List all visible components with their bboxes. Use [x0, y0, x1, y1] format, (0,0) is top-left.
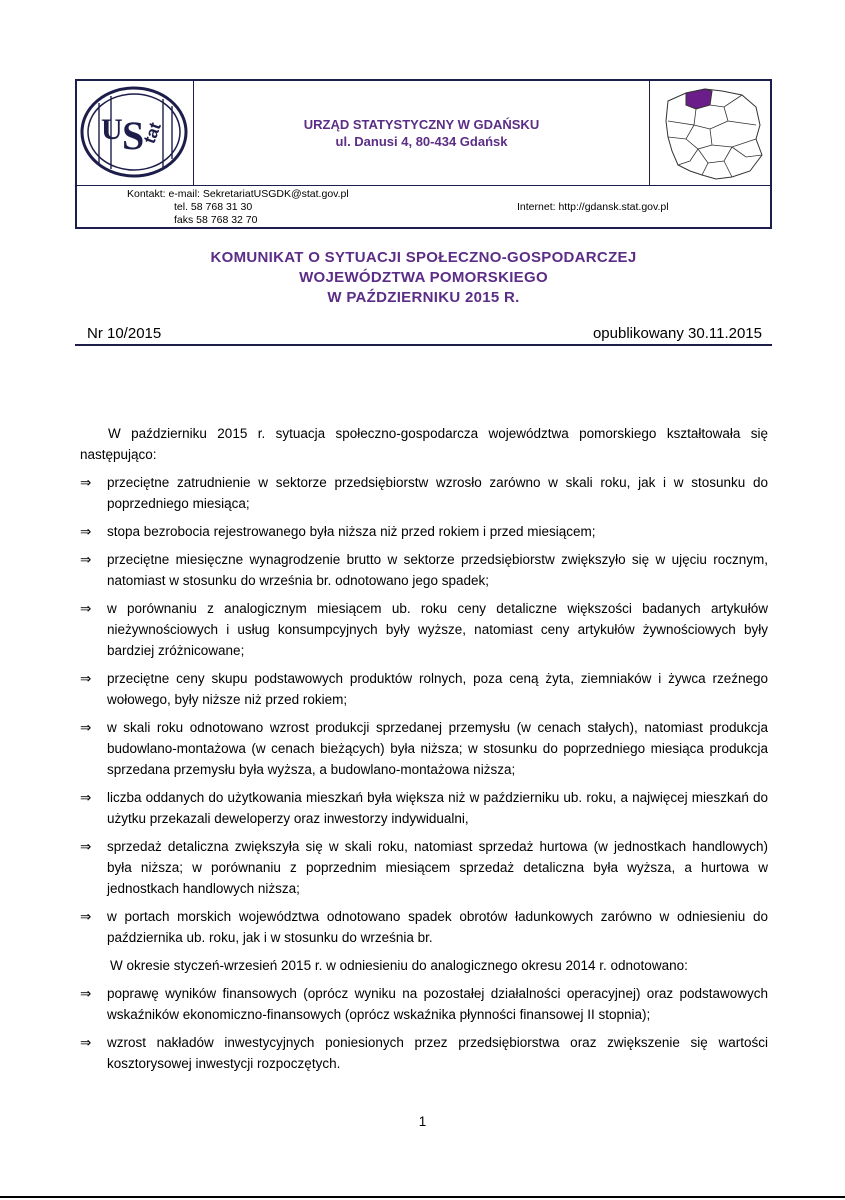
- arrow-icon: ⇒: [80, 839, 92, 854]
- title-line-1: KOMUNIKAT O SYTUACJI SPOŁECZNO-GOSPODARCZEJ: [210, 249, 637, 266]
- list-item-text: sprzedaż detaliczna zwiększyła się w skali roku, natomiast sprzedaż hurtowa (w jednostkach handlowych) była niższa; w porównaniu z poprzednim miesiącem sprzedaż detaliczna była wyższa, a hurtowa w jednostkach handlowych niższa;: [107, 839, 768, 896]
- list-item: [80, 983, 768, 1025]
- issue-number: Nr 10/2015: [87, 325, 162, 342]
- logo-text-s: S: [122, 113, 145, 158]
- arrow-icon: ⇒: [80, 790, 92, 805]
- meta-row: [75, 324, 772, 346]
- pomorskie-region: [686, 89, 712, 109]
- arrow-icon: ⇒: [80, 552, 92, 567]
- second-intro-paragraph: W okresie styczeń-wrzesień 2015 r. w odniesieniu do analogicznego okresu 2014 r. odnotowano:: [110, 958, 688, 973]
- document-title: [75, 248, 772, 308]
- list-item-text: w porównaniu z analogicznym miesiącem ub. roku ceny detaliczne większości badanych artykułów nieżywnościowych i usług konsumpcyjnych były wyższe, natomiast ceny artykułów żywnościowych były bardziej zróżnicowane;: [107, 601, 768, 658]
- publication-date: opublikowany 30.11.2015: [592, 325, 762, 342]
- contact-fax: faks 58 768 32 70: [174, 214, 258, 226]
- list-item-text: w skali roku odnotowano wzrost produkcji sprzedanej przemysłu (w cenach stałych), natomiast produkcja budowlano-montażowa (w cenach bieżących) była niższa; w stosunku do poprzedniego miesiąca produkcja sprzedana przemysłu była wyższa, a budowlano-montażowa niższa;: [107, 720, 768, 777]
- page-bottom-rule: [0, 1196, 845, 1198]
- list-item-text: wzrost nakładów inwestycyjnych poniesionych przez przedsiębiorstwa oraz zwiększenie się wartości kosztorysowej inwestycji rozpoczętych.: [107, 1035, 768, 1071]
- list-item: [80, 836, 768, 899]
- list-item: [80, 717, 768, 780]
- list-item: [80, 906, 768, 948]
- office-title: [194, 81, 649, 185]
- list-item: [80, 472, 768, 514]
- poland-map: [649, 81, 770, 185]
- list-item-text: poprawę wyników finansowych (oprócz wyniku na pozostałej działalności operacyjnej) oraz podstawowych wskaźników ekonomiczno-finansowych (oprócz wskaźnika płynności finansowej II stopnia);: [107, 986, 768, 1022]
- ustat-logo-icon: [77, 81, 192, 183]
- arrow-icon: ⇒: [80, 475, 92, 490]
- list-item-text: przeciętne miesięczne wynagrodzenie brutto w sektorze przedsiębiorstw zwiększyło się w ujęciu rocznym, natomiast w stosunku do września br. odnotowano jego spadek;: [107, 552, 768, 588]
- list-item-text: stopa bezrobocia rejestrowanego była niższa niż przed rokiem i przed miesiącem;: [107, 524, 596, 539]
- list-item-text: w portach morskich województwa odnotowano spadek obrotów ładunkowych zarówno w odniesieniu do października ub. roku, jak i w stosunku do września br.: [107, 909, 768, 945]
- office-address: ul. Danusi 4, 80-434 Gdańsk: [335, 134, 508, 149]
- poland-map-icon: [650, 81, 769, 183]
- title-line-2: WOJEWÓDZTWA POMORSKIEGO: [299, 269, 548, 286]
- arrow-icon: ⇒: [80, 986, 92, 1001]
- contact-row: [77, 185, 770, 227]
- list-item: [80, 521, 768, 542]
- list-item: [80, 598, 768, 661]
- arrow-icon: ⇒: [80, 671, 92, 686]
- list-item: [80, 1032, 768, 1074]
- list-item: [80, 549, 768, 591]
- logo-text-tat: tat: [139, 119, 165, 146]
- arrow-icon: ⇒: [80, 601, 92, 616]
- logo-text-u: U: [101, 113, 123, 146]
- arrow-icon: ⇒: [80, 909, 92, 924]
- header-box: [75, 79, 772, 229]
- list-item: [80, 668, 768, 710]
- list-item-text: przeciętne ceny skupu podstawowych produktów rolnych, poza ceną żyta, ziemniaków i żywca rzeźnego wołowego, były niższe niż przed rokiem;: [107, 671, 768, 707]
- internet-link[interactable]: Internet: http://gdansk.stat.gov.pl: [517, 201, 669, 213]
- arrow-icon: ⇒: [80, 720, 92, 735]
- document-body: [80, 423, 768, 1081]
- arrow-icon: ⇒: [80, 524, 92, 539]
- page-number: 1: [418, 1114, 427, 1129]
- office-name: URZĄD STATYSTYCZNY W GDAŃSKU: [303, 117, 540, 132]
- title-line-3: W PAŹDZIERNIKU 2015 R.: [327, 289, 520, 306]
- contact-tel: tel. 58 768 31 30: [174, 201, 253, 213]
- list-item-text: liczba oddanych do użytkowania mieszkań była większa niż w październiku ub. roku, a najwięcej mieszkań do użytku przekazali deweloperzy oraz inwestorzy indywidualni,: [107, 790, 768, 826]
- ustat-logo: [77, 81, 194, 185]
- list-item-text: przeciętne zatrudnienie w sektorze przedsiębiorstw wzrosło zarówno w skali roku, jak i w stosunku do poprzedniego miesiąca;: [107, 475, 768, 511]
- contact-block: [127, 188, 349, 227]
- arrow-icon: ⇒: [80, 1035, 92, 1050]
- list-item: [80, 787, 768, 829]
- contact-email[interactable]: Kontakt: e-mail: SekretariatUSGDK@stat.gov.pl: [127, 188, 349, 200]
- intro-paragraph: W październiku 2015 r. sytuacja społeczno-gospodarcza województwa pomorskiego kształtowała się następująco:: [80, 426, 768, 462]
